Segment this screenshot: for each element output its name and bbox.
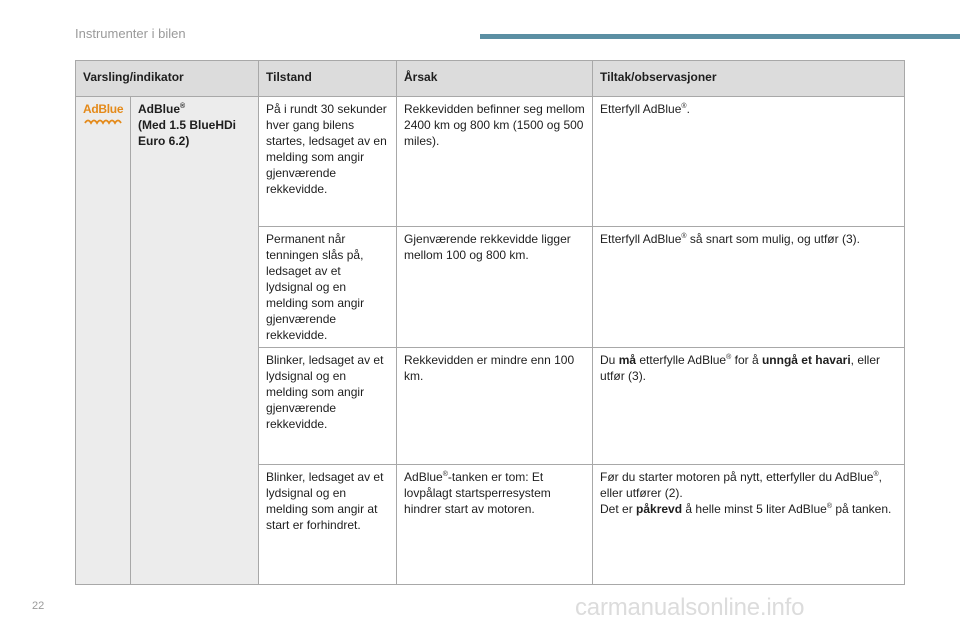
indicator-icon-cell: [76, 97, 131, 585]
cause-cell: AdBlue®-tanken er tom: Et lovpålagt startsperresystem hindrer start av motoren.: [397, 465, 593, 585]
column-header-indicator: Varsling/indikator: [76, 61, 259, 97]
table-header-row: [76, 61, 905, 97]
running-header: Instrumenter i bilen: [75, 26, 186, 41]
column-header-action: Tiltak/observasjoner: [593, 61, 905, 97]
action-cell: Etterfyll AdBlue® så snart som mulig, og utfør (3).: [593, 227, 905, 348]
action-cell: Du må etterfylle AdBlue® for å unngå et havari, eller utfør (3).: [593, 348, 905, 465]
condition-cell: Blinker, ledsaget av et lydsignal og en melding som angir gjenværende rekkevidde.: [259, 348, 397, 465]
watermark: carmanualsonline.info: [575, 594, 805, 621]
cause-cell: Rekkevidden befinner seg mellom 2400 km og 800 km (1500 og 500 miles).: [397, 97, 593, 227]
condition-cell: På i rundt 30 sekunder hver gang bilens startes, ledsaget av en melding som angir gjenværende rekkevidde.: [259, 97, 397, 227]
cause-cell: Gjenværende rekkevidde ligger mellom 100 og 800 km.: [397, 227, 593, 348]
page-number: 22: [32, 600, 45, 612]
action-cell: Etterfyll AdBlue®.: [593, 97, 905, 227]
registered-mark: ®: [180, 103, 186, 110]
action-cell: Før du starter motoren på nytt, etterfyller du AdBlue®, eller utfører (2). Det er påkrevd å helle minst 5 liter AdBlue® på tanken.: [593, 465, 905, 585]
adblue-warning-icon: [83, 101, 125, 125]
adblue-waves-icon: [83, 118, 125, 125]
indicator-name-cell: [131, 97, 259, 585]
warning-table: [75, 60, 905, 585]
indicator-name: AdBlue: [138, 102, 180, 116]
column-header-condition: Tilstand: [259, 61, 397, 97]
header-accent-bar: [480, 34, 960, 39]
cause-cell: Rekkevidden er mindre enn 100 km.: [397, 348, 593, 465]
table-row: [76, 97, 905, 227]
condition-cell: Blinker, ledsaget av et lydsignal og en melding som angir at start er forhindret.: [259, 465, 397, 585]
adblue-icon-label: AdBlue: [83, 102, 124, 116]
condition-cell: Permanent når tenningen slås på, ledsaget av et lydsignal og en melding som angir gjenværende rekkevidde.: [259, 227, 397, 348]
column-header-cause: Årsak: [397, 61, 593, 97]
indicator-variant: (Med 1.5 BlueHDi Euro 6.2): [138, 118, 237, 148]
